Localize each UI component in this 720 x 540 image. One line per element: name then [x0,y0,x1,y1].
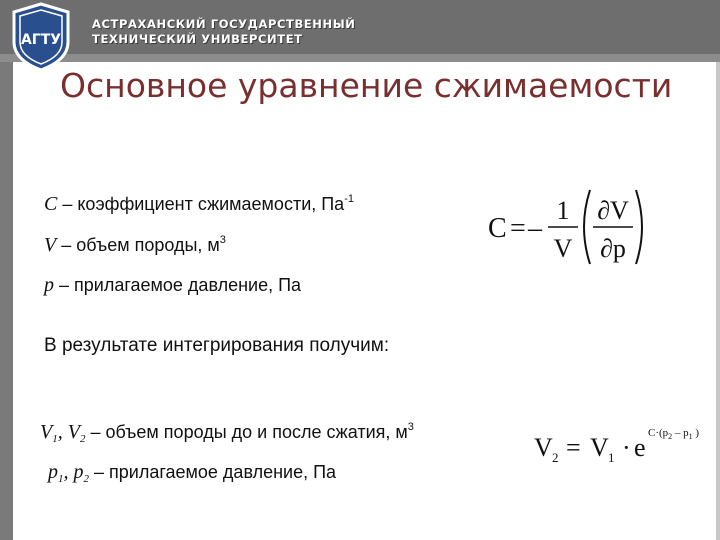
definition-p1-p2-text: – прилагаемое давление, Па [89,462,337,482]
symbol-p1: p [48,461,58,483]
symbol-p2: p [73,461,84,483]
symbol-c: C [44,193,58,215]
formula-lhs: C [488,213,507,244]
symbol-v1: V [40,421,53,443]
symbol-p2-sub: 2 [83,473,89,485]
formula2-rhs-sub: 1 [608,450,615,465]
definition-c-sup: -1 [344,193,354,205]
symbol-v1-sub: 1 [52,433,58,445]
symbol-v2-sub: 2 [79,433,86,445]
symbol-p: p [44,274,54,296]
separator-2: , [63,461,74,483]
formula-partial-denominator: ∂p [600,234,626,263]
separator: , [57,421,68,443]
symbol-v2: V [67,421,80,443]
formula2-rhs: V [590,433,609,462]
left-border [0,62,13,540]
formula-denominator: V [553,234,573,263]
formula2-dot: · [622,433,631,462]
formula2-lhs-sub: 2 [552,450,559,465]
formula2-eq: = [566,433,581,462]
formula-numerator: 1 [556,196,570,225]
definition-p [44,274,301,297]
definition-v1-v2-sup: 3 [407,421,414,433]
formula-partial-numerator: ∂V [597,196,629,225]
definition-p-text: – прилагаемое давление, Па [54,275,302,295]
formula2-exponent: $C\cdot(p_2 - p_1$ ) [648,427,700,441]
symbol-p1-sub: 1 [58,473,64,485]
formula-left-paren [584,190,590,264]
university-line-2: ТЕХНИЧЕСКИЙ УНИВЕРСИТЕТ [92,32,303,46]
definition-c [44,193,354,216]
university-name [92,17,355,47]
university-line-1: АСТРАХАНСКИЙ ГОСУДАРСТВЕННЫЙ [92,17,356,31]
formula2-base: e [634,433,646,462]
definition-v [44,234,226,257]
formula-right-paren [636,190,642,264]
definition-c-text: – коэффициент сжимаемости, Па [57,194,345,214]
definition-p1-p2 [48,461,336,485]
formula2-lhs: V [534,433,553,462]
integrated-formula [532,420,712,470]
definition-v1-v2-text: – объем породы до и после сжатия, м [85,422,408,442]
integration-text: В результате интегрирования получим: [44,335,390,356]
formula-eq: = [510,213,526,244]
compressibility-formula [482,182,652,274]
right-border [716,62,720,540]
formula-minus: – [528,213,542,244]
definition-v-sup: 3 [219,234,226,246]
symbol-v: V [44,234,57,256]
logo-text: АГТУ [20,32,62,48]
university-logo [10,2,72,72]
definition-v1-v2 [40,421,414,445]
slide-title: Основное уравнение сжимаемости [60,66,673,105]
definition-v-text: – объем породы, м [56,235,220,255]
